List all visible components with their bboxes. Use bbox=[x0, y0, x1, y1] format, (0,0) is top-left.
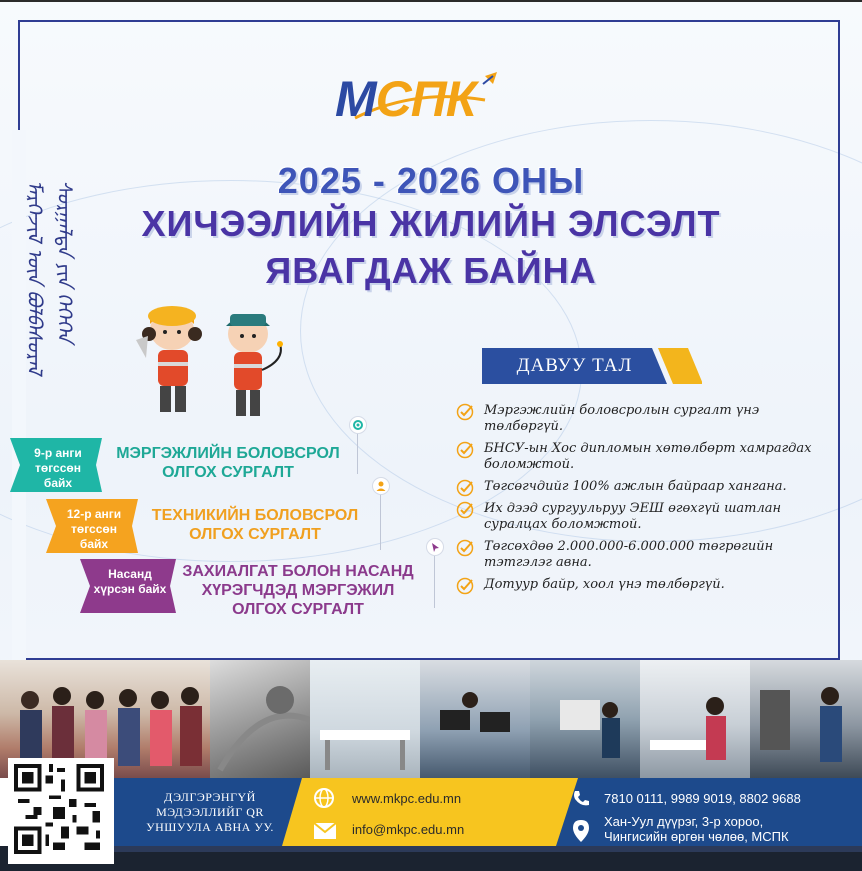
qr-note-line: УНШУУЛА АВНА УУ. bbox=[146, 820, 274, 834]
photo-welding bbox=[210, 660, 310, 778]
program-tag-line: хүрсэн байх bbox=[93, 582, 167, 596]
mongolian-script-col1: ᠮᠡᠷᠭᠡᠵᠢᠯ ᠦᠨ ᠪᠣᠯᠪᠠᠰᠤᠷᠠᠯ bbox=[23, 180, 47, 375]
logo-text bbox=[335, 70, 475, 128]
headline-year: 2025 - 2026 ОНЫ bbox=[277, 160, 585, 201]
check-icon bbox=[456, 501, 474, 519]
check-icon bbox=[456, 539, 474, 557]
program-title-line: ОЛГОХ СУРГАЛТ bbox=[162, 464, 294, 481]
program-title-line: ТЕХНИКИЙН БОЛОВСРОЛ bbox=[151, 507, 359, 524]
check-icon bbox=[456, 403, 474, 421]
photo-computer-class bbox=[420, 660, 530, 778]
gear-icon bbox=[349, 416, 367, 434]
bottom-strip bbox=[112, 846, 862, 852]
address-line: Хан-Уул дүүрэг, 3-р хороо, bbox=[604, 814, 764, 829]
program-title-2 bbox=[140, 506, 370, 544]
kids-illustration bbox=[130, 300, 300, 430]
advantage-text: Дотуур байр, хоол үнэ төлбөргүй. bbox=[484, 577, 725, 592]
program-title-line: ОЛГОХ СУРГАЛТ bbox=[232, 601, 364, 618]
advantage-text: Төгсөгчдийг 100% ажлын байраар хангана. bbox=[484, 479, 787, 494]
photo-mechanics bbox=[750, 660, 862, 778]
advantage-item bbox=[456, 501, 836, 533]
qr-code[interactable] bbox=[8, 758, 114, 864]
program-tag-3 bbox=[90, 567, 170, 597]
program-title-line: МЭРГЭЖЛИЙН БОЛОВСРОЛ bbox=[116, 445, 340, 462]
advantage-text: Төгсөхдөө 2.000.000-6.000.000 төгрөгийн тэтгэлэг авна. bbox=[484, 539, 774, 570]
program-title-3 bbox=[178, 562, 418, 619]
mail-icon bbox=[313, 822, 337, 845]
program-tag-line: төгссөн байх bbox=[71, 522, 117, 551]
email-link[interactable]: info@mkpc.edu.mn bbox=[352, 822, 465, 837]
advantage-item bbox=[456, 403, 836, 435]
check-icon bbox=[456, 577, 474, 595]
mkpc-logo bbox=[335, 70, 510, 130]
qr-note-line: ДЭЛГЭРЭНГҮЙ bbox=[164, 790, 256, 804]
timeline-line bbox=[357, 432, 358, 474]
logo-letters-spk: СПК bbox=[375, 71, 476, 127]
photo-sewing-class bbox=[310, 660, 420, 778]
program-title-line: ОЛГОХ СУРГАЛТ bbox=[189, 526, 321, 543]
qr-note bbox=[130, 790, 290, 835]
logo-letter-m: М bbox=[335, 71, 376, 127]
program-title-line: ХҮРЭГЧДЭД МЭРГЭЖИЛ bbox=[201, 582, 395, 599]
program-tag-line: Насанд bbox=[108, 567, 152, 581]
advantage-item bbox=[456, 539, 836, 571]
check-icon bbox=[456, 479, 474, 497]
user-icon bbox=[372, 477, 390, 495]
top-border bbox=[0, 0, 862, 2]
phone-numbers: 7810 0111, 9989 9019, 8802 9688 bbox=[604, 791, 801, 806]
program-tag-line: 12-р анги bbox=[66, 507, 122, 521]
cursor-icon bbox=[426, 538, 444, 556]
advantage-text: БНСУ-ын Хос дипломын хөтөлбөрт хамрагдах боломжтой. bbox=[484, 441, 812, 472]
headline-ongoing: ЯВАГДАЖ БАЙНА bbox=[265, 250, 597, 291]
qr-note-line: МЭДЭЭЛЛИЙГ QR bbox=[156, 805, 264, 819]
advantage-item bbox=[456, 441, 836, 473]
headline-admission: ХИЧЭЭЛИЙН ЖИЛИЙН ЭЛСЭЛТ bbox=[141, 203, 721, 244]
check-icon bbox=[456, 441, 474, 459]
timeline-line bbox=[434, 556, 435, 608]
advantage-text: Их дээд сургуульруу ЭЕШ өгөхгүй шатлан суралцах боломжтой. bbox=[484, 501, 782, 532]
advantages-title: ДАВУУ ТАЛ bbox=[516, 355, 633, 376]
program-tag-2 bbox=[56, 507, 132, 552]
timeline-line bbox=[380, 494, 381, 550]
phone-icon bbox=[571, 789, 591, 814]
photo-workshop bbox=[530, 660, 640, 778]
program-tag-line: төгссөн байх bbox=[35, 461, 81, 490]
address-line: Чингисийн өргөн чөлөө, МСПК bbox=[604, 829, 789, 844]
program-title-line: ЗАХИАЛГАТ БОЛОН НАСАНД bbox=[182, 563, 414, 580]
advantage-item bbox=[456, 577, 836, 593]
program-title-1 bbox=[108, 444, 348, 482]
mongolian-script bbox=[18, 180, 78, 380]
advantage-item bbox=[456, 479, 836, 495]
photo-strip bbox=[0, 660, 862, 778]
program-tag-line: 9-р анги bbox=[34, 446, 82, 460]
program-tag-1 bbox=[20, 446, 96, 491]
address bbox=[604, 814, 789, 844]
website-link[interactable]: www.mkpc.edu.mn bbox=[352, 791, 462, 806]
location-pin-icon bbox=[572, 819, 590, 848]
globe-icon bbox=[313, 787, 335, 814]
advantages-list bbox=[456, 403, 836, 599]
advantage-text: Мэргэжлийн боловсролын сургалт үнэ төлбөргүй. bbox=[484, 403, 760, 434]
photo-sewing-student bbox=[640, 660, 750, 778]
mongolian-script-col2: ᠰᠤᠷᠭᠠᠯᠲᠠ ᠶᠢᠨ ᠬᠡᠭᠡᠬᠡᠨ bbox=[53, 180, 77, 343]
